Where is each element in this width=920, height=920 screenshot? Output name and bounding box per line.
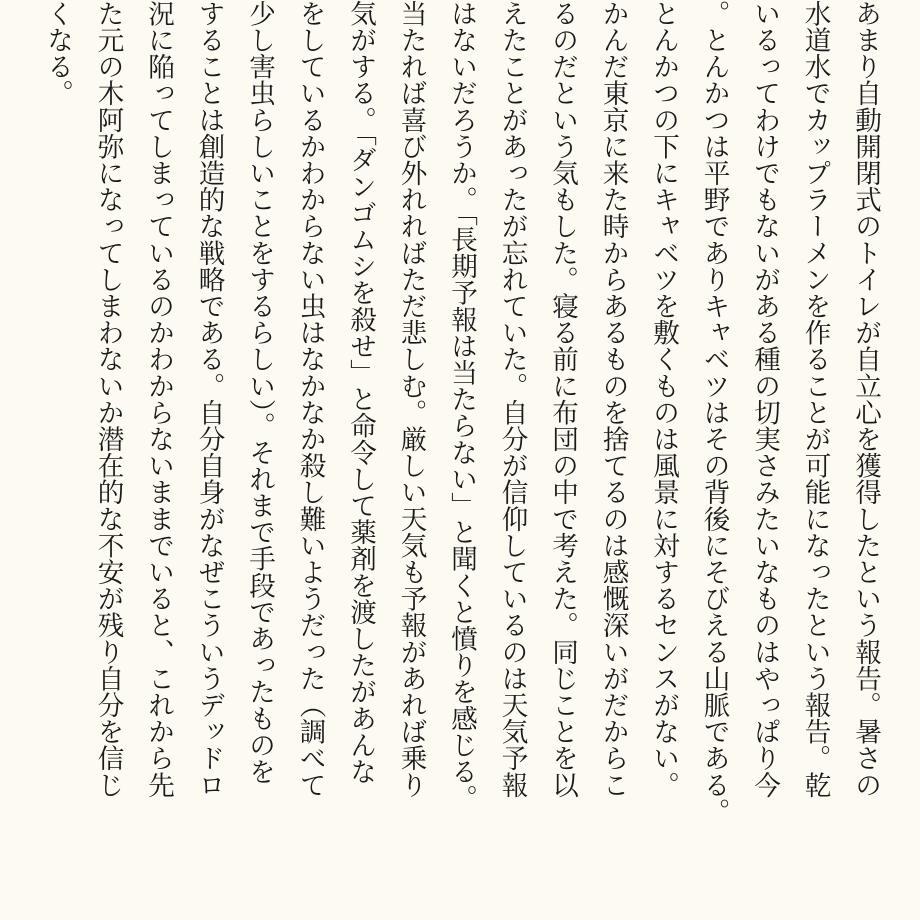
text-line: をしているかわからない虫はなかなか殺し難いようだった（調べて <box>294 0 326 798</box>
text-line: かんだ東京に来た時からあるものを捨てるのは感慨深いがだからこ <box>597 0 629 798</box>
text-line: るのだという気もした。寝る前に布団の中で考えた。同じことを以 <box>547 0 578 798</box>
text-line: 当たれば喜び外れればただ悲しむ。厳しい天気も予報があれば乗り <box>395 0 427 798</box>
text-line: いるってわけでもないがある種の切実さみたいなものはやっぱり今 <box>749 0 780 798</box>
text-line: えたことがあったが忘れていた。自分が信仰しているのは天気予報 <box>496 0 528 798</box>
text-line: 況に陥ってしまっているのかわからないままでいると、これから先 <box>143 0 174 798</box>
text-line: することは創造的な戦略である。自分自身がなぜこういうデッドロ <box>193 0 225 798</box>
text-line: た元の木阿弥になってしまわないか潜在的な不安が残り自分を信じ <box>92 0 124 798</box>
vertical-text-block <box>32 0 891 860</box>
text-line: 。とんかつは平野でありキャベツはその背後にそびえる山脈である。 <box>698 0 730 825</box>
text-line: 気がする。「ダンゴムシを殺せ」と命令して薬剤を渡したがあんな <box>345 0 376 785</box>
text-line: あまり自動開閉式のトイレが自立心を獲得したという報告。暑さの <box>850 0 881 798</box>
text-line: はないだろうか。「長期予報は当たらない」と聞くと憤りを感じる。 <box>446 0 477 812</box>
text-line: とんかつの下にキャベツを敷くものは風景に対するセンスがない。 <box>648 0 679 798</box>
text-line: 水道水でカップラーメンを作ることが可能になったという報告。乾 <box>799 0 831 798</box>
text-line: くなる。 <box>42 0 73 107</box>
text-line: 少し害虫らしいことをするらしい）。それまで手段であったものを <box>244 0 275 785</box>
